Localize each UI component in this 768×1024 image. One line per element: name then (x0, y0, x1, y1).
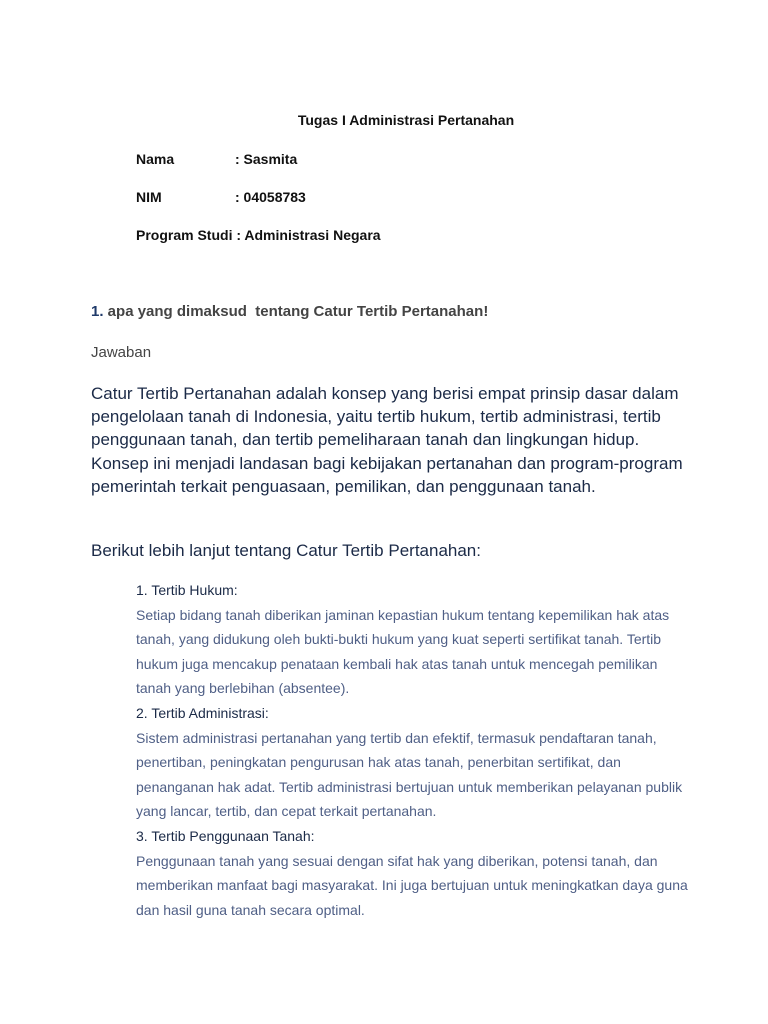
item-heading: 1. Tertib Hukum: (136, 582, 238, 598)
intro-paragraph: Catur Tertib Pertanahan adalah konsep yang berisi empat prinsip dasar dalam pengelolaan tanah di Indonesia, yaitu tertib hukum, tertib administrasi, tertib penggunaan tanah, dan tertib pemeliharaan tanah dan lingkungan hidup. Konsep ini menjadi landasan bagi kebijakan pertanahan dan program-program pemerintah terkait penguasaan, pemilikan, dan penggunaan tanah. (91, 384, 683, 496)
item-body: Penggunaan tanah yang sesuai dengan sifat hak yang diberikan, potensi tanah, dan memberikan manfaat bagi masyarakat. Ini juga bertujuan untuk meningkatkan daya guna dan hasil guna tanah secara optimal. (136, 852, 688, 918)
list-item (136, 701, 696, 824)
document-title: Tugas I Administrasi Pertanahan (297, 112, 515, 128)
meta-label-program-studi: Program Studi (136, 227, 233, 243)
item-body: Setiap bidang tanah diberikan jaminan kepastian hukum tentang kepemilikan hak atas tanah, yang didukung oleh bukti-bukti hukum yang kuat seperti sertifikat tanah. Tertib hukum juga mencakup penataan kembali hak atas tanah untuk mencegah pemilikan tanah yang berlebihan (absentee). (136, 606, 670, 697)
item-heading: 3. Tertib Penggunaan Tanah: (136, 827, 315, 844)
berikut-line: Berikut lebih lanjut tentang Catur Tertib Pertanahan: (91, 541, 481, 560)
meta-value-nim: : 04058783 (235, 189, 306, 205)
meta-label-nim: NIM (136, 189, 162, 205)
question-text: apa yang dimaksud tentang Catur Tertib Pertanahan! (103, 303, 489, 320)
list-item (136, 824, 696, 922)
list-item (136, 578, 696, 701)
item-body: Sistem administrasi pertanahan yang tertib dan efektif, termasuk pendaftaran tanah, penertiban, peningkatan pengurusan hak atas tanah, penerbitan sertifikat, dan penanganan hak adat. Tertib administrasi bertujuan untuk memberikan pelayanan publik yang lancar, tertib, dan cepat terkait pertanahan. (136, 729, 683, 820)
meta-label-nama: Nama (136, 151, 175, 167)
answer-label: Jawaban (91, 344, 152, 361)
meta-row-nim (136, 189, 306, 205)
tertib-list (136, 578, 696, 922)
item-heading: 2. Tertib Administrasi: (136, 704, 269, 721)
question-heading (91, 303, 488, 320)
meta-row-program-studi (136, 227, 381, 243)
meta-row-nama (136, 151, 297, 167)
meta-value-nama: : Sasmita (235, 151, 298, 167)
question-number: 1. (91, 303, 104, 320)
meta-value-program-studi: : Administrasi Negara (232, 227, 381, 243)
